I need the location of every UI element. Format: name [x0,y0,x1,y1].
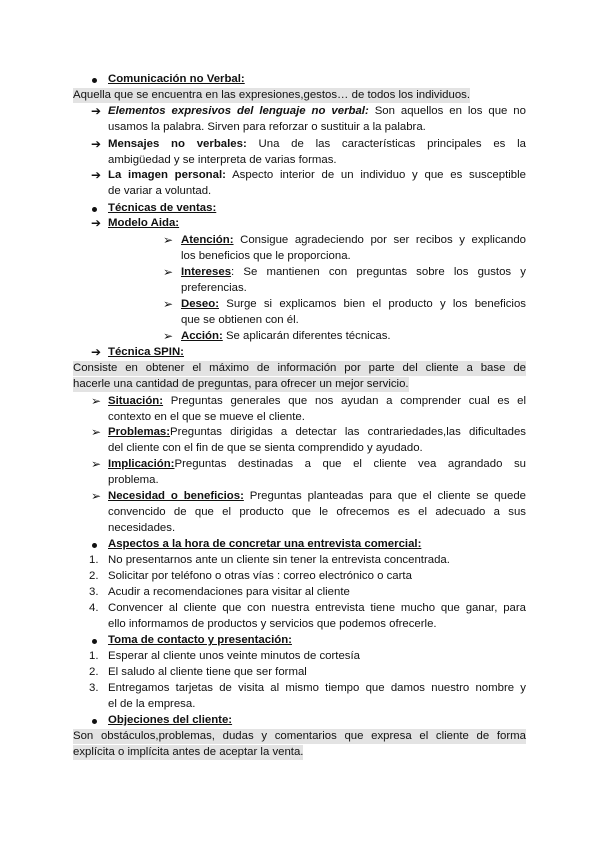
bullet-icon [92,207,97,212]
list-number: 2. [89,570,99,582]
highlighted-paragraph: Consiste en obtener el máximo de información por parte del cliente a base de [73,361,526,376]
list-number: 1. [89,554,99,566]
toma-item: Entregamos tarjetas de visita al mismo tiempo que damos nuestro nombre y [108,682,526,694]
arrowhead-icon: ➢ [91,489,102,503]
aida-item-deseo-cont: que se obtienen con él. [181,314,299,326]
heading-objeciones: Objeciones del cliente: [108,714,233,726]
arrow-icon: ➔ [91,345,102,359]
toma-item-cont: el de la empresa. [108,698,196,710]
list-number: 2. [89,666,99,678]
aida-item-deseo: Deseo: Surge si explicamos bien el producto y los beneficios [181,298,526,310]
arrowhead-icon: ➢ [163,329,174,343]
arrowhead-icon: ➢ [163,297,174,311]
aspectos-item: Convencer al cliente que con nuestra entrevista tiene mucho que ganar, para [108,602,526,614]
arrow-icon: ➔ [91,216,102,230]
arrow-icon: ➔ [91,104,102,118]
heading-spin: Técnica SPIN: [108,346,184,358]
list-item-elementos-cont: usamos la palabra. Sirven para reforzar o sustituir a la palabra. [108,121,426,133]
heading-aida: Modelo Aida: [108,217,180,229]
heading-comunicacion: Comunicación no Verbal: [108,73,245,85]
spin-item-necesidad-cont: convencido de que el producto que le ofrecemos es el adecuado a sus [108,506,526,518]
spin-item-necesidad: Necesidad o beneficios: Preguntas planteadas para que el cliente se quede [108,490,526,502]
bullet-icon [92,543,97,548]
list-number: 4. [89,602,99,614]
list-item-mensajes-cont: ambigüedad y se interpreta de varias formas. [108,154,337,166]
bullet-icon [92,719,97,724]
aida-item-intereses: Intereses: Se mantienen con preguntas sobre los gustos y [181,266,526,278]
arrowhead-icon: ➢ [91,425,102,439]
list-number: 3. [89,682,99,694]
aida-item-intereses-cont: preferencias. [181,282,247,294]
aida-item-atencion-cont: los beneficios que le proporciona. [181,250,351,262]
spin-item-implicacion: Implicación:Preguntas destinadas a que el cliente vea agrandado su [108,458,526,470]
bullet-icon [92,639,97,644]
spin-item-problemas: Problemas:Preguntas dirigidas a detectar las contrariedades,las dificultades [108,426,526,438]
aspectos-item-cont: ello informamos de productos y servicios que podemos ofrecerle. [108,618,437,630]
list-item-mensajes: Mensajes no verbales: Una de las características principales es la [108,138,526,150]
list-item-imagen: La imagen personal: Aspecto interior de un individuo y que es susceptible [108,169,526,181]
toma-item: Esperar al cliente unos veinte minutos de cortesía [108,650,360,662]
list-item-elementos: Elementos expresivos del lenguaje no verbal: Son aquellos en los que no [108,105,526,117]
arrowhead-icon: ➢ [91,394,102,408]
arrowhead-icon: ➢ [91,457,102,471]
toma-item: El saludo al cliente tiene que ser formal [108,666,307,678]
aspectos-item: Solicitar por teléfono o otras vías : correo electrónico o carta [108,570,412,582]
list-number: 3. [89,586,99,598]
arrowhead-icon: ➢ [163,265,174,279]
aida-item-atencion: Atención: Consigue agradeciendo por ser recibos y explicando [181,234,526,246]
aspectos-item: Acudir a recomendaciones para visitar al cliente [108,586,350,598]
arrowhead-icon: ➢ [163,233,174,247]
aspectos-item: No presentarnos ante un cliente sin tener la entrevista concentrada. [108,554,450,566]
highlighted-paragraph: Son obstáculos,problemas, dudas y comentarios que expresa el cliente de forma [73,729,526,744]
bullet-icon [92,78,97,83]
spin-item-problemas-cont: del cliente con el fin de que se sienta comprendido y ayudado. [108,442,423,454]
spin-item-situacion: Situación: Preguntas generales que nos ayudan a comprender cual es el [108,395,526,407]
highlighted-paragraph-cont: explícita o implícita antes de aceptar la venta. [73,745,303,760]
list-item-imagen-cont: de variar a voluntad. [108,185,212,197]
heading-tecnicas: Técnicas de ventas: [108,202,217,214]
heading-aspectos: Aspectos a la hora de concretar una entrevista comercial: [108,538,422,550]
arrow-icon: ➔ [91,168,102,182]
highlighted-paragraph: Aquella que se encuentra en las expresiones,gestos… de todos los individuos. [73,88,470,103]
arrow-icon: ➔ [91,137,102,151]
spin-item-implicacion-cont: problema. [108,474,159,486]
aida-item-accion: Acción: Se aplicarán diferentes técnicas. [181,330,391,342]
list-number: 1. [89,650,99,662]
spin-item-necesidad-cont2: necesidades. [108,522,176,534]
highlighted-paragraph-cont: hacerle una cantidad de preguntas, para ofrecer un mejor servicio. [73,377,409,392]
spin-item-situacion-cont: contexto en el que se mueve el cliente. [108,411,305,423]
heading-toma: Toma de contacto y presentación: [108,634,292,646]
